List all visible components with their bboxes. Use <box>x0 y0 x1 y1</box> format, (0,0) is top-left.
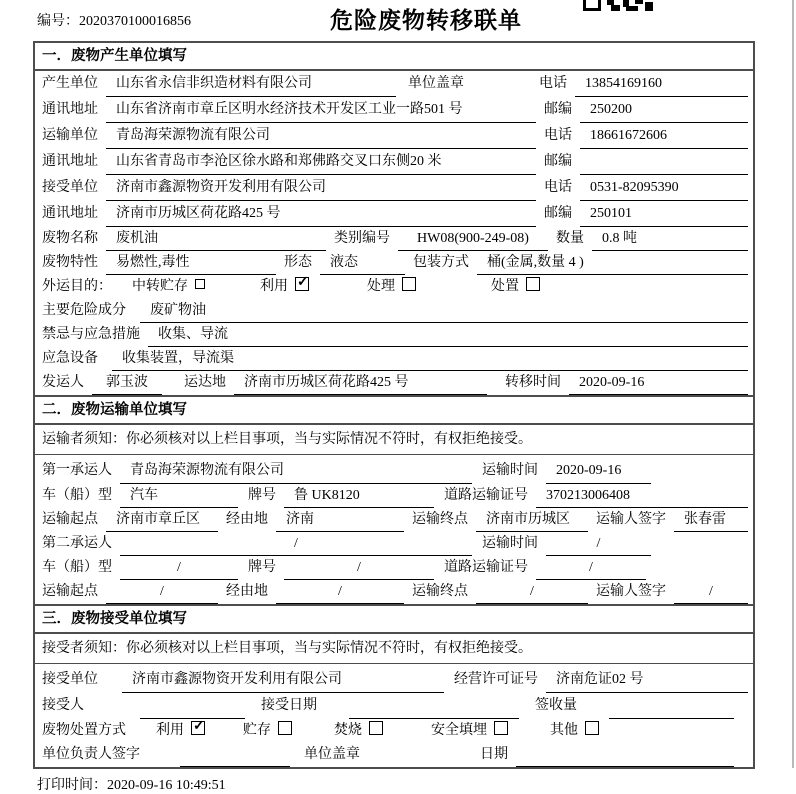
field-row-produce-address <box>35 97 753 123</box>
route-end-label: 运输终点 <box>412 584 468 599</box>
field-row-vehicle2 <box>35 556 753 580</box>
transport-time-value: / <box>546 532 651 556</box>
option-label: 其他 <box>550 723 578 738</box>
transporter-sign-label: 运输人签字 <box>596 512 666 527</box>
vehicle-type-value: / <box>120 556 238 580</box>
via-value: 济南 <box>276 508 404 532</box>
date-value <box>516 743 734 767</box>
produce-unit-label: 产生单位 <box>42 76 98 91</box>
phone-label: 电话 <box>544 128 572 143</box>
transport-phone-value: 18661672606 <box>580 123 748 149</box>
zip-label: 邮编 <box>544 206 572 221</box>
field-row-route1 <box>35 508 753 532</box>
disposal-option-incinerate <box>334 719 383 743</box>
receive-date-value <box>349 693 519 719</box>
via-label: 经由地 <box>226 512 268 527</box>
first-carrier-label: 第一承运人 <box>42 463 112 478</box>
form-value: 液态 <box>320 251 405 275</box>
disposal-option-other <box>550 719 599 743</box>
purpose-label: 外运目的： <box>42 279 112 294</box>
purpose-option-treat <box>367 275 416 299</box>
page-right-edge <box>792 0 794 768</box>
receive-phone-value: 0531-82095390 <box>580 175 748 201</box>
license-value: 济南危证02 号 <box>546 667 748 693</box>
field-row-shipper <box>35 371 753 395</box>
document-header <box>0 0 796 41</box>
road-permit-label: 道路运输证号 <box>444 560 528 575</box>
destination-value: 济南市历城区荷花路425 号 <box>234 371 487 395</box>
waste-property-label: 废物特性 <box>42 255 98 270</box>
quantity-value: 0.8 吨 <box>592 227 748 251</box>
waste-name-label: 废物名称 <box>42 231 98 246</box>
plate-value: / <box>284 556 434 580</box>
road-permit-label: 道路运输证号 <box>444 488 528 503</box>
qr-code-fragment-icon <box>583 0 653 11</box>
checkbox-icon <box>191 721 205 735</box>
transport-unit-value: 青岛海荣源物流有限公司 <box>106 123 536 149</box>
category-code-label: 类别编号 <box>334 231 390 246</box>
emergency-equipment-value: 收集装置，导流渠 <box>112 347 748 371</box>
route-start-value: 济南市章丘区 <box>106 508 218 532</box>
receive-zip-value: 250101 <box>580 201 748 227</box>
field-row-main-hazard <box>35 299 753 323</box>
checkbox-icon <box>369 721 383 735</box>
receive-unit-label: 接受单位 <box>42 672 98 687</box>
produce-zip-value: 250200 <box>580 97 748 123</box>
signed-quantity-label: 签收量 <box>535 698 577 713</box>
route-end-label: 运输终点 <box>412 512 468 527</box>
checkbox-icon <box>585 721 599 735</box>
serial-number: 2020370100016856 <box>79 14 191 29</box>
waste-name-value: 废机油 <box>106 227 326 251</box>
transporter-sign-label: 运输人签字 <box>596 584 666 599</box>
receive-address-value: 济南市历城区荷花路425 号 <box>106 201 536 227</box>
produce-address-label: 通讯地址 <box>42 102 98 117</box>
receive-unit-value: 济南市鑫源物资开发利用有限公司 <box>106 175 536 201</box>
field-row-vehicle1 <box>35 484 753 508</box>
road-permit-value: / <box>536 556 646 580</box>
option-label: 利用 <box>260 279 288 294</box>
signed-quantity-value <box>609 693 734 719</box>
transporter-notice: 运输者须知：你必须核对以上栏目事项，当与实际情况不符时，有权拒绝接受。 <box>35 425 753 455</box>
disposal-option-store <box>243 719 292 743</box>
field-row-transport-unit <box>35 123 753 149</box>
transport-address-label: 通讯地址 <box>42 154 98 169</box>
phone-label: 电话 <box>539 76 567 91</box>
vehicle-type-label: 车（船）型 <box>42 560 112 575</box>
purpose-option-dispose <box>491 275 540 299</box>
zip-label: 邮编 <box>544 102 572 117</box>
transport-unit-label: 运输单位 <box>42 128 98 143</box>
shipper-value: 郭玉波 <box>92 371 162 395</box>
field-row-taboo-measures <box>35 323 753 347</box>
purpose-option-use <box>260 275 309 299</box>
route-start-value: / <box>106 580 218 604</box>
plate-label: 牌号 <box>248 560 276 575</box>
emergency-equipment-label: 应急设备 <box>42 351 98 366</box>
field-row-produce-unit <box>35 71 753 97</box>
via-value: / <box>276 580 404 604</box>
option-label: 利用 <box>156 723 184 738</box>
license-label: 经营许可证号 <box>454 672 538 687</box>
option-label: 处置 <box>491 279 519 294</box>
receiver-notice: 接受者须知：你必须核对以上栏目事项，当与实际情况不符时，有权拒绝接受。 <box>35 634 753 664</box>
transport-time-value: 2020-09-16 <box>546 458 651 484</box>
transporter-sign-value: 张春雷 <box>674 508 748 532</box>
form-label: 形态 <box>284 255 312 270</box>
responsible-sign-label: 单位负责人签字 <box>42 747 140 762</box>
phone-label: 电话 <box>544 180 572 195</box>
checkbox-icon <box>402 277 416 291</box>
quantity-label: 数量 <box>556 231 584 246</box>
destination-label: 运达地 <box>184 375 226 390</box>
plate-label: 牌号 <box>248 488 276 503</box>
section1-header: 一．废物产生单位填写 <box>35 43 753 71</box>
waste-property-value: 易燃性,毒性 <box>106 251 276 275</box>
section3-header: 三．废物接受单位填写 <box>35 604 753 634</box>
print-time-line <box>37 774 796 794</box>
receive-address-label: 通讯地址 <box>42 206 98 221</box>
checkbox-icon <box>526 277 540 291</box>
shipper-label: 发运人 <box>42 375 84 390</box>
via-label: 经由地 <box>226 584 268 599</box>
field-row-first-carrier <box>35 458 753 484</box>
field-row-responsible-sign <box>35 743 753 767</box>
serial-label: 编号： <box>37 14 79 29</box>
field-row-receive-address <box>35 201 753 227</box>
option-label: 焚烧 <box>334 723 362 738</box>
produce-unit-value: 山东省永信非织造材料有限公司 <box>106 71 396 97</box>
field-row-transport-address <box>35 149 753 175</box>
transport-address-value: 山东省青岛市李沧区徐水路和郑佛路交叉口东侧20 米 <box>106 149 536 175</box>
field-row-route2 <box>35 580 753 604</box>
field-row-waste-property <box>35 251 753 275</box>
checkbox-icon <box>195 279 205 289</box>
checkbox-icon <box>278 721 292 735</box>
field-row-disposal-method <box>35 719 753 743</box>
purpose-option-transfer <box>132 275 205 299</box>
receive-unit-value: 济南市鑫源物资开发利用有限公司 <box>122 667 444 693</box>
route-start-label: 运输起点 <box>42 584 98 599</box>
checkbox-icon <box>494 721 508 735</box>
option-label: 处理 <box>367 279 395 294</box>
vehicle-type-label: 车（船）型 <box>42 488 112 503</box>
category-code-value: HW08(900-249-08) <box>398 227 548 251</box>
produce-address-value: 山东省济南市章丘区明水经济技术开发区工业一路501 号 <box>106 97 536 123</box>
option-label: 安全填埋 <box>431 723 487 738</box>
print-time-label: 打印时间： <box>37 778 107 793</box>
section2-header: 二．废物运输单位填写 <box>35 395 753 425</box>
receive-unit-label: 接受单位 <box>42 180 98 195</box>
vehicle-type-value: 汽车 <box>120 484 238 508</box>
taboo-measures-label: 禁忌与应急措施 <box>42 327 140 342</box>
transport-zip-value <box>580 149 748 175</box>
plate-value: 鲁 UK8120 <box>284 484 434 508</box>
field-row-second-carrier <box>35 532 753 556</box>
disposal-option-landfill <box>431 719 508 743</box>
option-label: 中转贮存 <box>132 279 188 294</box>
transfer-time-value: 2020-09-16 <box>569 371 748 395</box>
receive-date-label: 接受日期 <box>261 698 317 713</box>
checkbox-icon <box>295 277 309 291</box>
field-row-receiver <box>35 693 753 719</box>
route-end-value: / <box>476 580 588 604</box>
print-time-value: 2020-09-16 10:49:51 <box>107 778 226 793</box>
field-row-receive-unit <box>35 175 753 201</box>
field-row-waste-name <box>35 227 753 251</box>
responsible-sign-value <box>180 743 290 767</box>
main-hazard-value: 废矿物油 <box>140 299 748 323</box>
second-carrier-label: 第二承运人 <box>42 536 112 551</box>
road-permit-value: 370213006408 <box>536 484 748 508</box>
route-end-value: 济南市历城区 <box>476 508 588 532</box>
field-row-purpose <box>35 275 753 299</box>
produce-phone-value: 13854169160 <box>575 71 748 97</box>
unit-seal-label: 单位盖章 <box>304 747 360 762</box>
page-title: 危险废物转移联单 <box>330 7 522 33</box>
seal-label: 单位盖章 <box>408 76 464 91</box>
taboo-measures-value: 收集、导流 <box>148 323 748 347</box>
receiver-label: 接受人 <box>42 698 84 713</box>
transport-time-label: 运输时间 <box>482 536 538 551</box>
transporter-sign-value: / <box>674 580 748 604</box>
disposal-option-use <box>156 719 205 743</box>
field-row-emergency-equipment <box>35 347 753 371</box>
second-carrier-value: / <box>120 532 472 556</box>
transport-time-label: 运输时间 <box>482 463 538 478</box>
main-hazard-label: 主要危险成分 <box>42 303 126 318</box>
route-start-label: 运输起点 <box>42 512 98 527</box>
option-label: 贮存 <box>243 723 271 738</box>
zip-label: 邮编 <box>544 154 572 169</box>
first-carrier-value: 青岛海荣源物流有限公司 <box>120 458 472 484</box>
serial-number-line <box>37 10 191 30</box>
packing-value: 桶(金属,数量 4 ) <box>477 251 748 275</box>
transfer-time-label: 转移时间 <box>505 375 561 390</box>
field-row-receive-unit2 <box>35 667 753 693</box>
packing-label: 包装方式 <box>413 255 469 270</box>
disposal-method-label: 废物处置方式 <box>42 723 126 738</box>
manifest-table <box>33 41 755 769</box>
date-label: 日期 <box>480 747 508 762</box>
